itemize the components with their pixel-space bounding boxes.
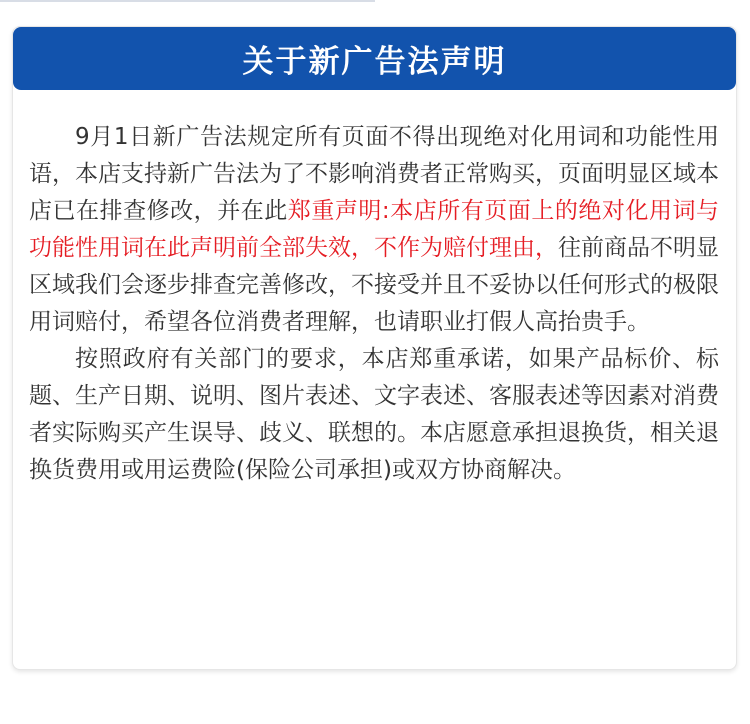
notice-header — [13, 27, 736, 90]
paragraph-disclaimer — [29, 119, 719, 341]
paragraph-commitment: 按照政府有关部门的要求，本店郑重承诺，如果产品标价、标题、生产日期、说明、图片表述、文字表述、客服表述等因素对消费者实际购买产生误导、歧义、联想的。本店愿意承担退换货，相关退换货费用或用运费险(保险公司承担)或双方协商解决。 — [29, 346, 719, 483]
paragraph-disclaimer-highlight: 郑重声明:本店所有页面上的绝对化用词与功能性用词在此声明前全部失效，不作为赔付理由， — [29, 198, 720, 261]
paragraph-disclaimer-outro: 往前商品不明显区域我们会逐步排查完善修改，不接受并且不妥协以任何形式的极限用词赔付，希望各位消费者理解，也请职业打假人高抬贵手。 — [29, 235, 719, 335]
notice-title: 关于新广告法声明 — [242, 44, 507, 80]
top-divider — [0, 0, 375, 2]
notice-card — [12, 26, 737, 670]
paragraph-disclaimer-intro: 9月1日新广告法规定所有页面不得出现绝对化用词和功能性用语，本店支持新广告法为了不影响消费者正常购买，页面明显区域本店已在排查修改，并在此 — [29, 124, 719, 224]
notice-content — [29, 119, 719, 489]
